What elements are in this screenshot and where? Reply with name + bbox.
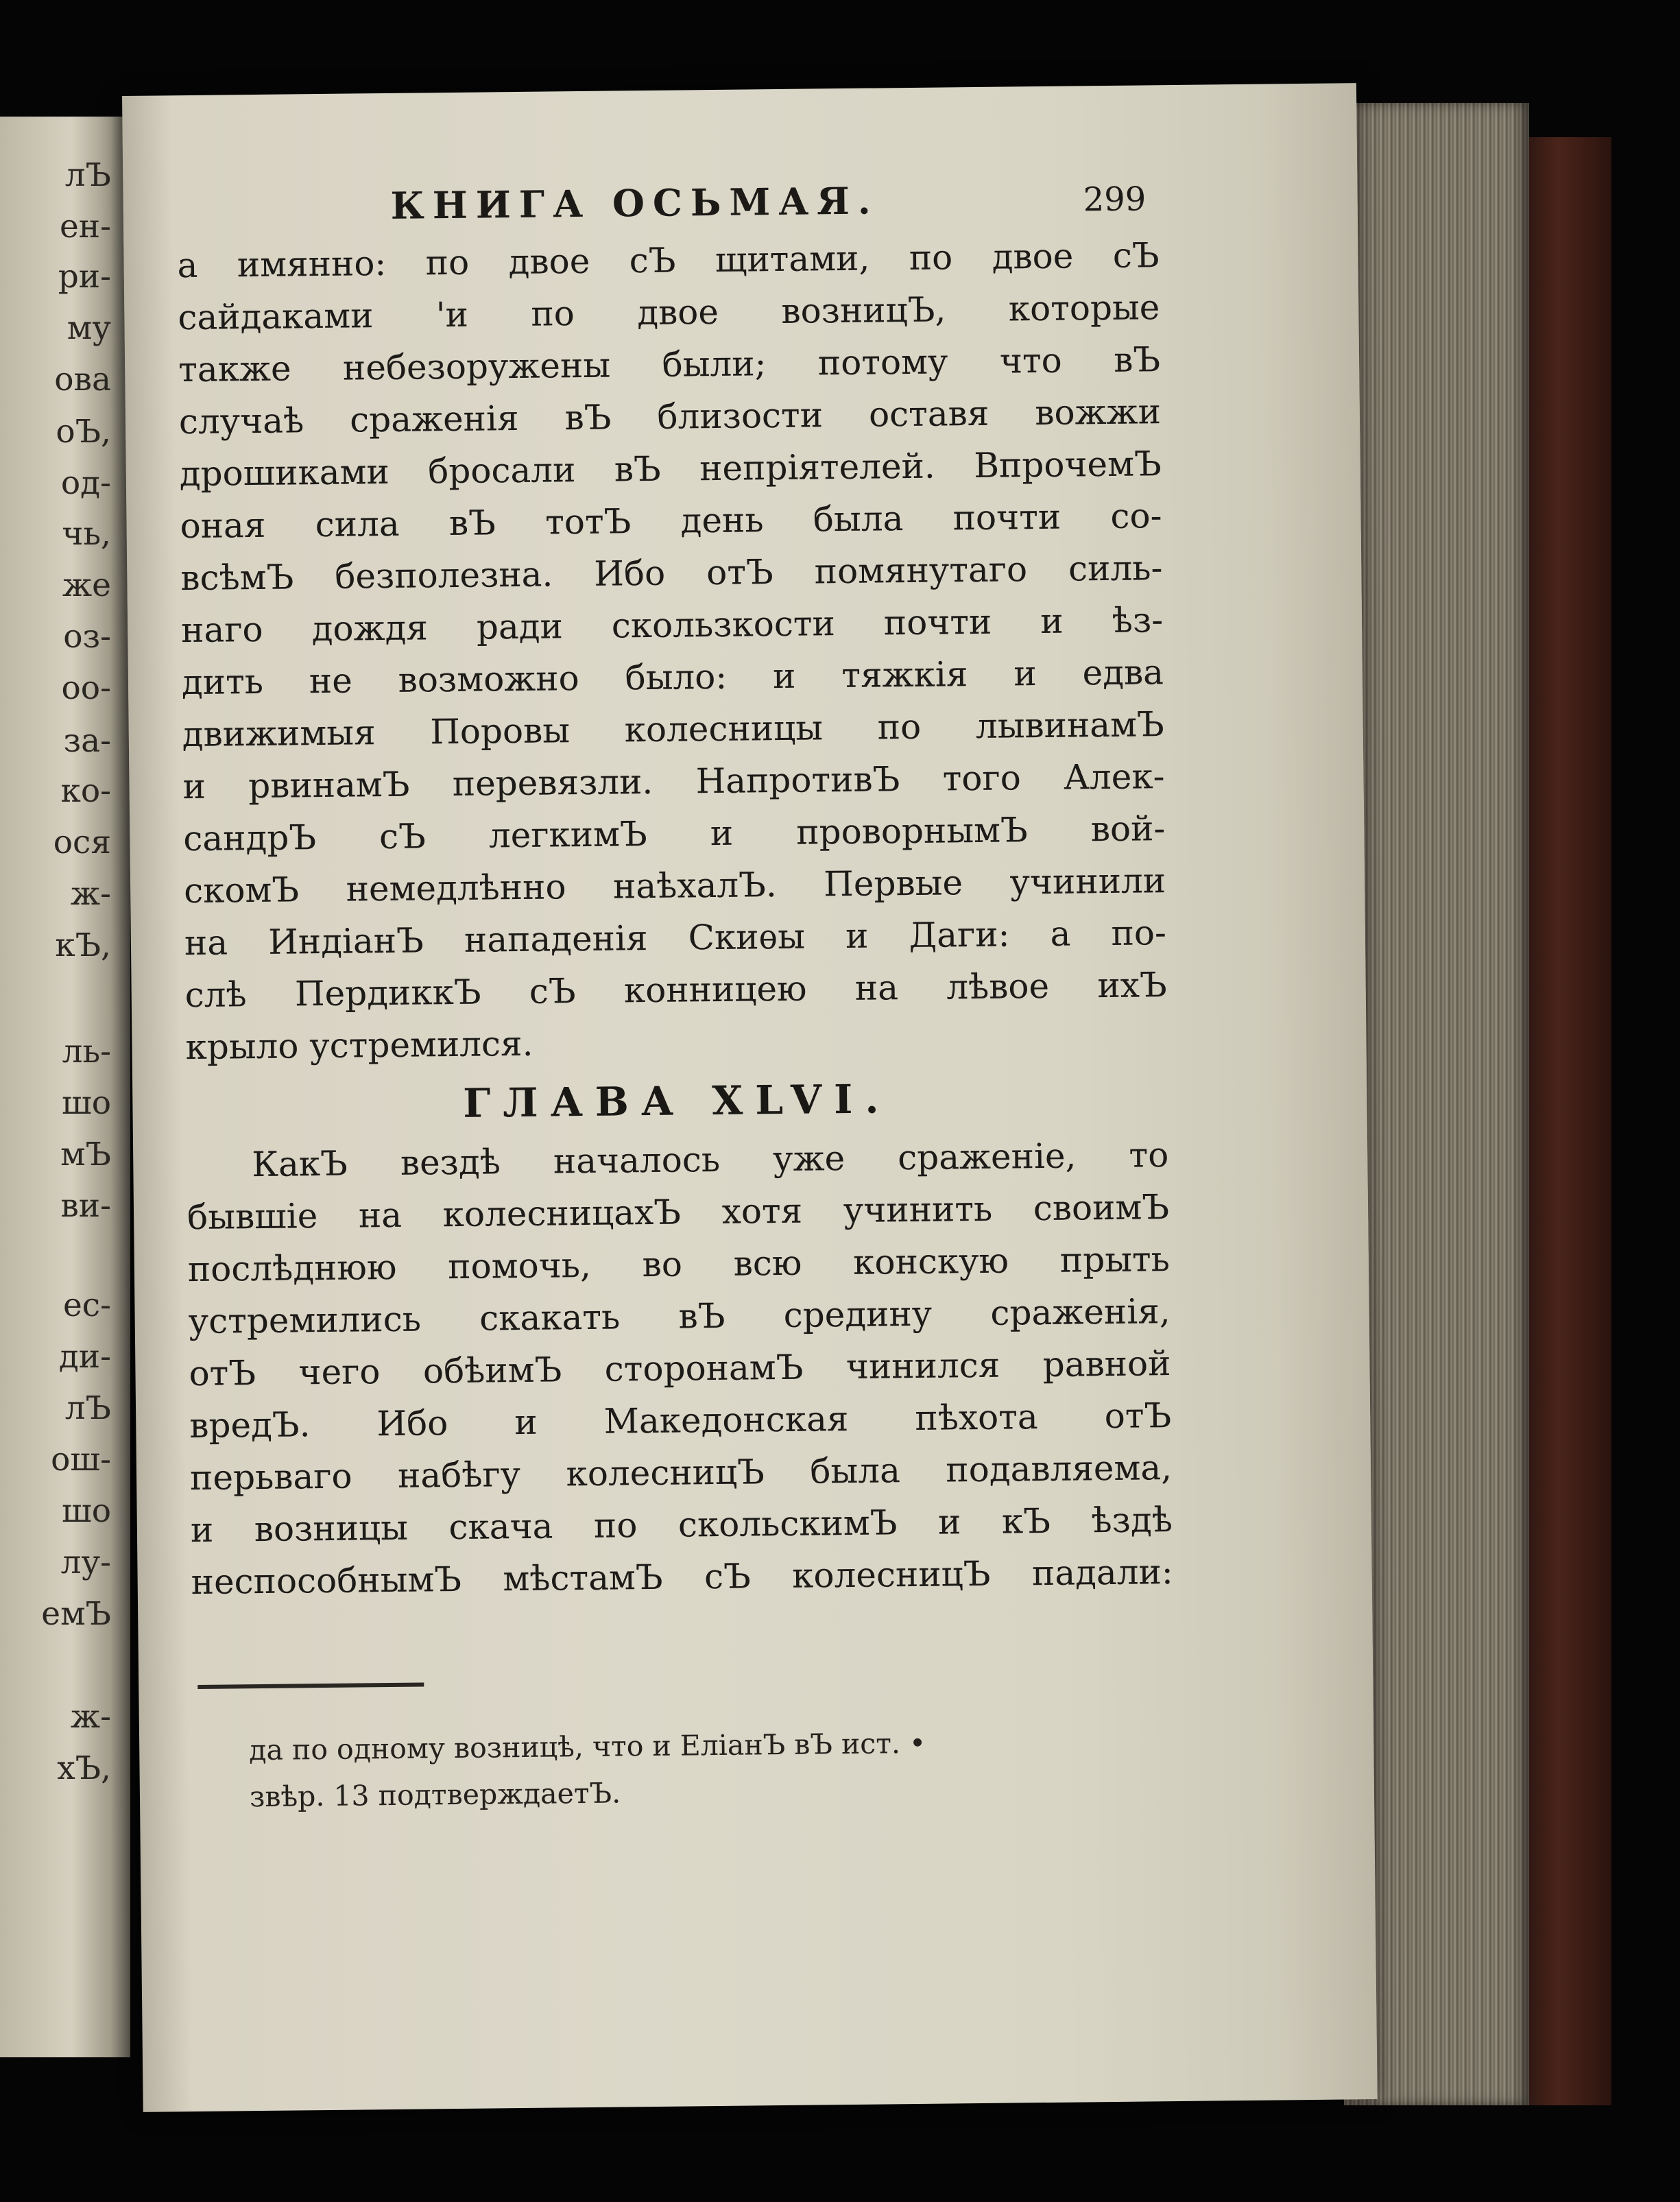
running-head xyxy=(123,173,1358,235)
footnote-line: да по одному возницѣ, что и ЕліанЪ вЪ ист. • xyxy=(249,1726,926,1767)
facing-page-line: ося xyxy=(53,824,111,861)
facing-page-line: кЪ, xyxy=(55,926,111,964)
text-line: движимыя Поровы колесницы по лывинамЪ xyxy=(182,704,1164,755)
footnote-line: звѣр. 13 подтверждаетЪ. xyxy=(249,1776,621,1814)
facing-page-line: лЪ xyxy=(64,1389,111,1427)
facing-page-line: ж- xyxy=(70,875,111,913)
text-line: неспособнымЪ мѣстамЪ сЪ колесницЪ падали: xyxy=(191,1552,1173,1603)
facing-page-line: ль- xyxy=(62,1033,111,1070)
facing-page-line: же xyxy=(62,566,111,604)
text-line: вредЪ. Ибо и Македонская пѣхота отЪ xyxy=(189,1396,1172,1446)
text-line: крыло устремился. xyxy=(185,1023,533,1068)
text-line: наго дождя ради скользкости почти и ѣз- xyxy=(180,600,1164,651)
facing-page-line: чь, xyxy=(62,515,111,553)
facing-page-line: ди- xyxy=(58,1338,111,1376)
facing-page xyxy=(0,117,130,2057)
text-line: а имянно: по двое сЪ щитами, по двое сЪ xyxy=(177,235,1160,286)
text-line: на ИндіанЪ нападенія Скиѳы и Даги: а по- xyxy=(184,913,1167,964)
chapter-heading: ГЛАВА XLVI. xyxy=(462,1075,891,1127)
body-text xyxy=(177,229,1173,1608)
text-line: КакЪ вездѣ началось уже сраженіе, то xyxy=(252,1135,1169,1185)
facing-page-line: ри- xyxy=(58,258,111,296)
footnote xyxy=(249,1717,1175,1820)
facing-page-line: шо xyxy=(62,1084,111,1122)
facing-page-line: ко- xyxy=(60,772,111,810)
text-line: дрошиками бросали вЪ непріятелей. ВпрочемЪ xyxy=(179,444,1162,494)
facing-page-line: ви- xyxy=(60,1187,111,1225)
text-line: и рвинамЪ перевязли. НапротивЪ того Алек- xyxy=(182,756,1165,807)
facing-page-line: оз- xyxy=(63,618,111,656)
facing-page-line: оЪ, xyxy=(56,413,111,451)
text-line: и возницы скача по скольскимЪ и кЪ ѣздѣ xyxy=(190,1500,1173,1551)
facing-page-line: ес- xyxy=(62,1287,111,1324)
facing-page-line: шо xyxy=(62,1492,111,1530)
text-line: дить не возможно было: и тяжкія и едва xyxy=(181,652,1164,703)
book-page xyxy=(122,83,1378,2112)
text-line: оная сила вЪ тотЪ день была почти со- xyxy=(180,496,1162,547)
facing-page-line: лЪ xyxy=(64,156,111,194)
footnote-rule xyxy=(197,1683,424,1689)
facing-page-line: ж- xyxy=(70,1698,111,1736)
facing-page-line: оо- xyxy=(61,669,111,707)
text-line: бывшіе на колесницахЪ хотя учинить своимЪ xyxy=(187,1187,1170,1238)
facing-page-line: лу- xyxy=(60,1544,111,1581)
text-line: скомЪ немедлѣнно наѣхалЪ. Первые учинили xyxy=(183,861,1166,911)
text-line: отЪ чего обѣимЪ сторонамЪ чинился равной xyxy=(189,1343,1171,1394)
text-line: устремились скакать вЪ средину сраженія, xyxy=(188,1291,1171,1342)
facing-page-line: од- xyxy=(60,464,111,502)
running-head-title: КНИГА ОСЬМАЯ. xyxy=(390,178,879,228)
facing-page-line: ова xyxy=(54,361,111,398)
text-line: послѣднюю помочь, во всю конскую прыть xyxy=(187,1239,1171,1290)
book-cover-edge xyxy=(1522,137,1611,2105)
page-number: 299 xyxy=(1083,180,1147,219)
facing-page-line: ен- xyxy=(59,208,111,246)
facing-page-line: за- xyxy=(63,722,111,760)
text-line: всѣмЪ безполезна. Ибо отЪ помянутаго силь- xyxy=(180,548,1163,599)
facing-page-line: мЪ xyxy=(60,1136,111,1173)
facing-page-line: ош- xyxy=(51,1441,111,1479)
facing-page-line: хЪ, xyxy=(57,1749,111,1787)
text-line: слѣ ПердиккЪ сЪ конницею на лѣвое ихЪ xyxy=(184,965,1167,1016)
text-line: перьваго набѣгу колесницЪ была подавляема, xyxy=(189,1448,1173,1498)
text-line: случаѣ сраженія вЪ близости оставя вожжи xyxy=(178,392,1162,442)
text-line: сандрЪ сЪ легкимЪ и проворнымЪ вой- xyxy=(183,809,1166,859)
facing-page-line: му xyxy=(67,309,111,347)
text-line: также небезоружены были; потому что вЪ xyxy=(178,339,1161,390)
text-line: сайдаками 'и по двое возницЪ, которые xyxy=(178,287,1160,338)
facing-page-line: емЪ xyxy=(41,1595,111,1633)
